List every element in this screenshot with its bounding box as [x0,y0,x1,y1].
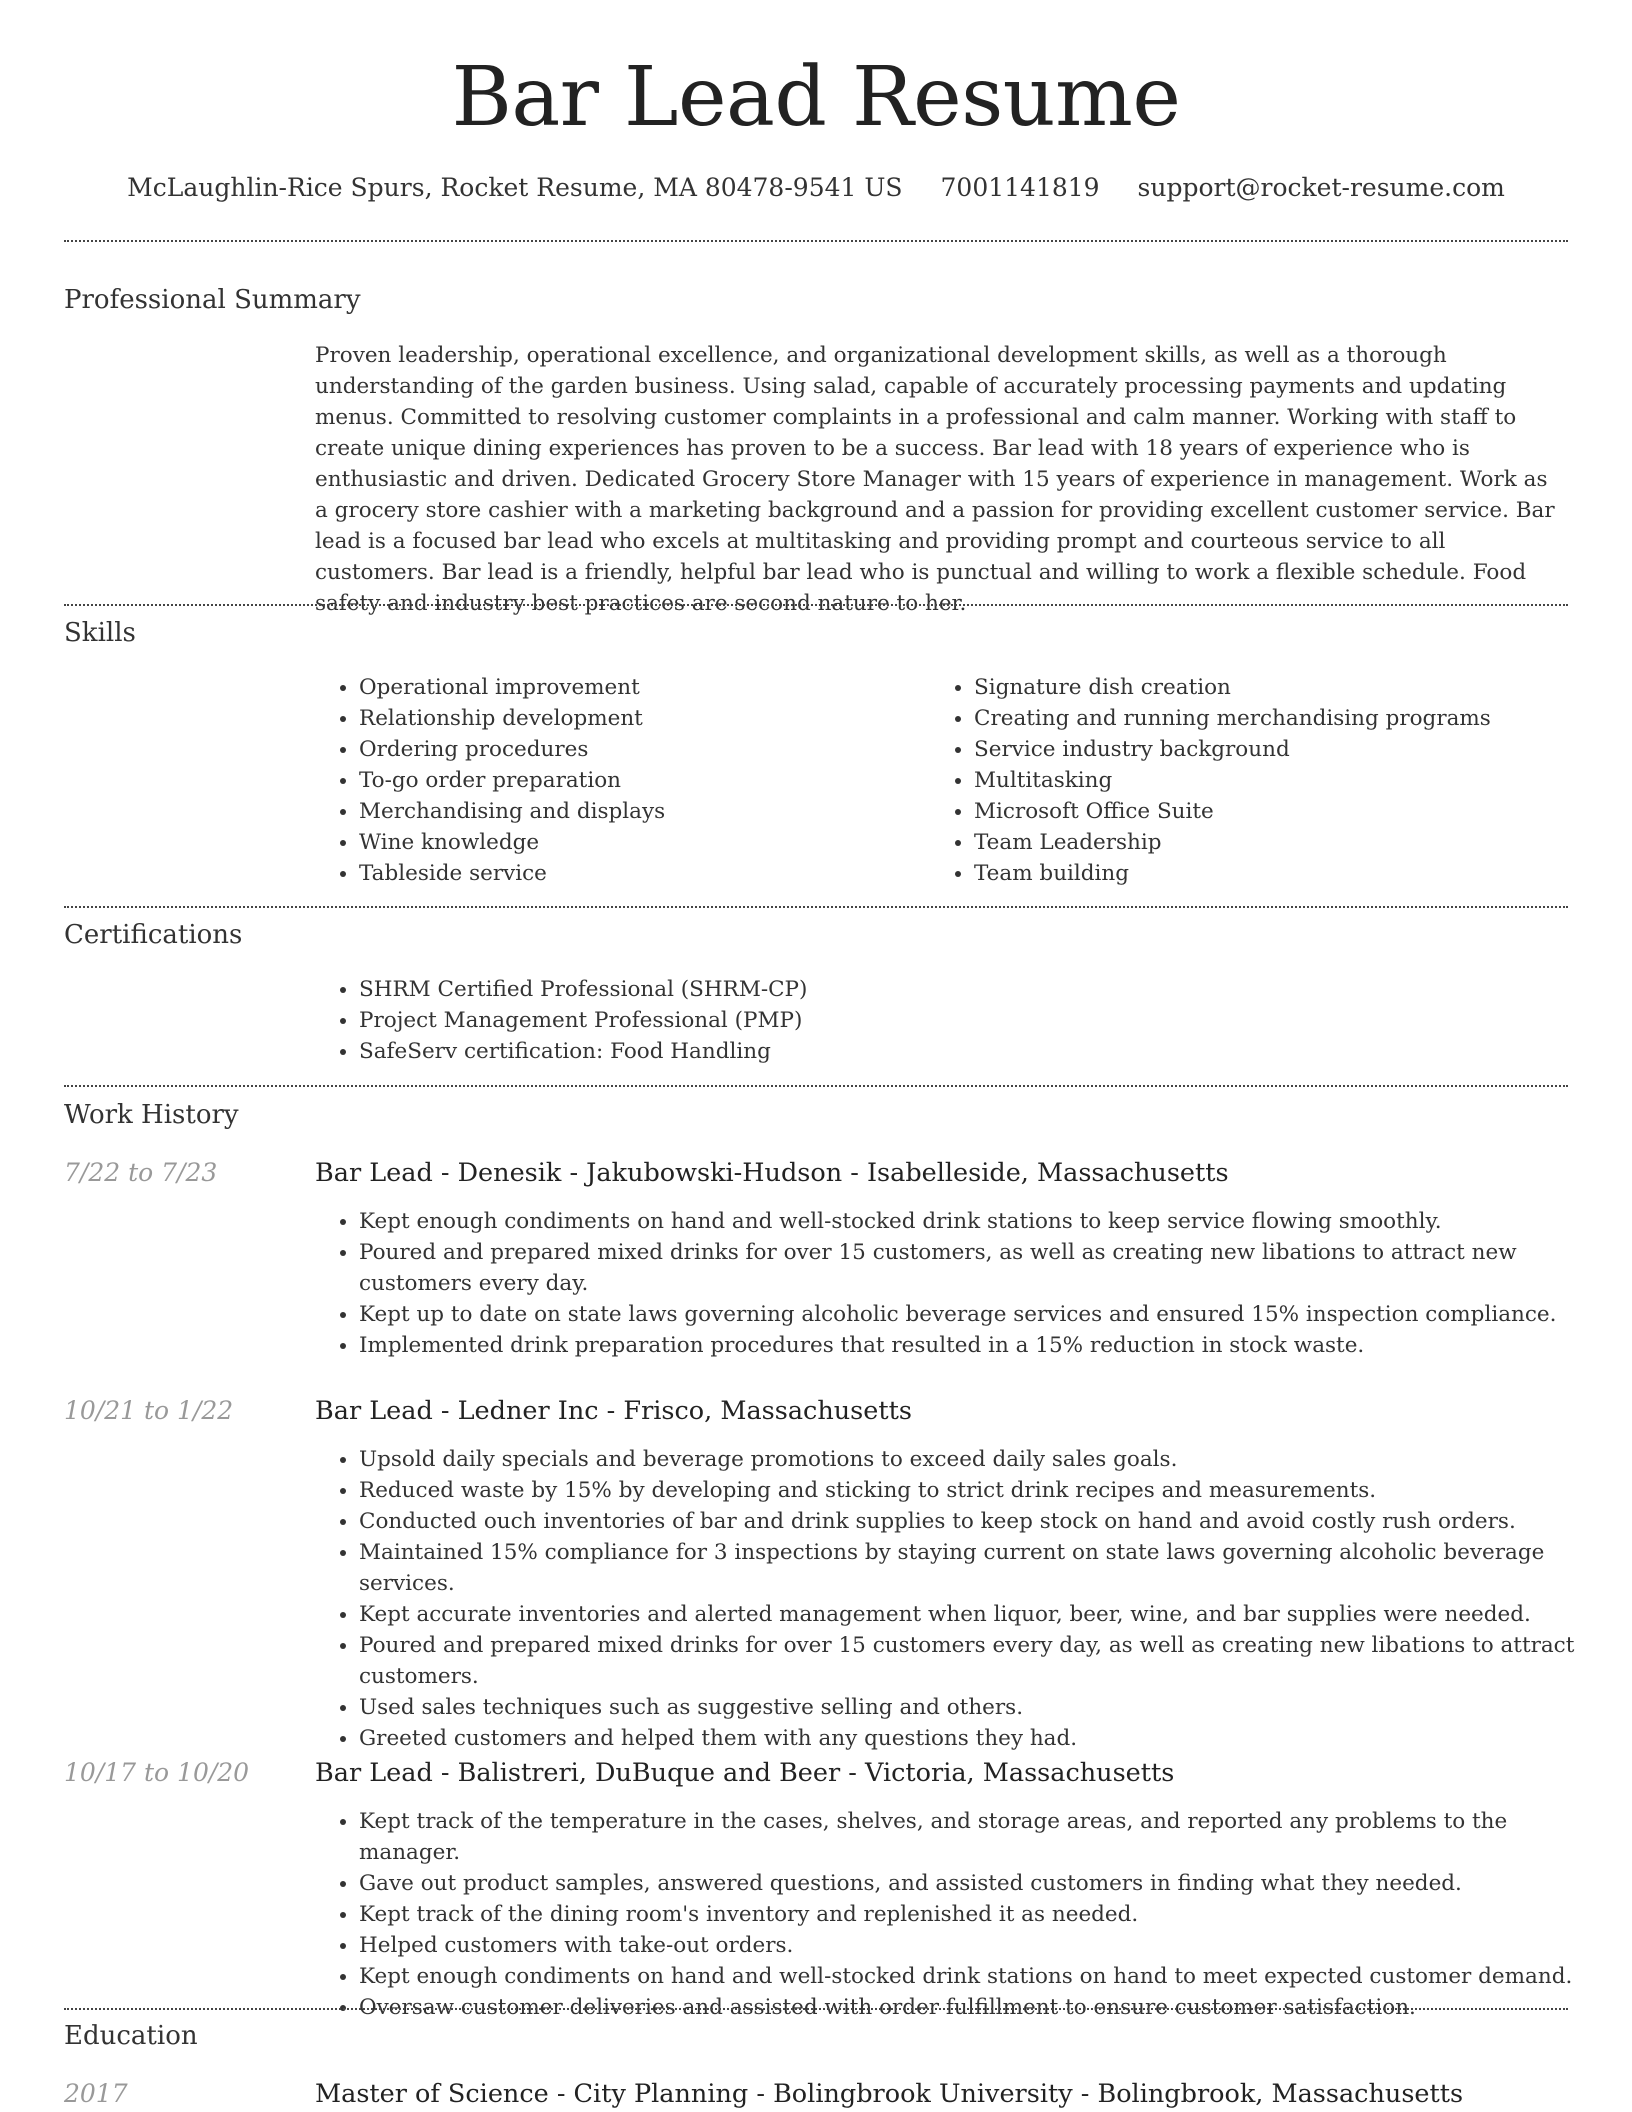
skill-item: • Relationship development [359,703,929,734]
job-bullet: • Used sales techniques such as suggestive selling and others. [359,1692,1609,1723]
skills-list-right [930,672,1604,889]
job-bullet: • Upsold daily specials and beverage promotions to exceed daily sales goals. [359,1444,1609,1475]
job-date: 10/17 to 10/20 [64,1758,250,1787]
job-bullet: • Poured and prepared mixed drinks for over 15 customers every day, as well as creating new libations to attract customers. [359,1630,1609,1692]
job-bullet: • Conducted ouch inventories of bar and drink supplies to keep stock on hand and avoid costly rush orders. [359,1506,1609,1537]
skill-item: • Team building [974,858,1604,889]
resume-name: Bar Lead Resume [451,50,1181,145]
section-divider [64,604,1568,606]
work-history-heading: Work History [64,1100,239,1130]
education-heading: Education [64,2021,198,2051]
job-date: 7/22 to 7/23 [64,1158,218,1187]
summary-heading: Professional Summary [64,285,361,315]
job-bullet: • Kept enough condiments on hand and well-stocked drink stations to keep service flowing smoothly. [359,1206,1609,1237]
skill-item: • Ordering procedures [359,734,929,765]
section-divider [64,2008,1568,2010]
skill-item: • Signature dish creation [974,672,1604,703]
skill-item: • Merchandising and displays [359,796,929,827]
skills-list-left [315,672,929,889]
certification-item: • SHRM Certified Professional (SHRM-CP) [359,974,1609,1005]
job-bullet: • Reduced waste by 15% by developing and sticking to strict drink recipes and measurements. [359,1475,1609,1506]
summary-text: Proven leadership, operational excellence, and organizational development skills, as well as a thorough understanding of the garden business. Using salad, capable of accurately processing payments and updating menus. Committed to resolving customer complaints in a professional and calm manner. Working with staff to create unique dining experiences has proven to be a success. Bar lead with 18 years of experience who is enthusiastic and driven. Dedicated Grocery Store Manager with 15 years of experience in management. Work as a grocery store cashier with a marketing background and a passion for providing excellent customer service. Bar lead is a focused bar lead who excels at multitasking and providing prompt and courteous service to all customers. Bar lead is a friendly, helpful bar lead who is punctual and willing to work a flexible schedule. Food safety and industry best practices are second nature to her. [315,343,1555,616]
skill-item: • Operational improvement [359,672,929,703]
job-title: Bar Lead - Denesik - Jakubowski-Hudson - Isabelleside, Massachusetts [315,1158,1229,1188]
job-bullet: • Greeted customers and helped them with any questions they had. [359,1723,1609,1754]
section-divider [64,906,1568,908]
contact-phone: 7001141819 [940,173,1100,202]
job-date: 10/21 to 1/22 [64,1396,234,1425]
job-bullets [315,1444,1609,1754]
skill-item: • Creating and running merchandising programs [974,703,1604,734]
skill-item: • Microsoft Office Suite [974,796,1604,827]
skill-item: • Team Leadership [974,827,1604,858]
job-bullets [315,1206,1609,1361]
skill-item: • To-go order preparation [359,765,929,796]
skill-item: • Multitasking [974,765,1604,796]
skill-item: • Wine knowledge [359,827,929,858]
skill-item: • Service industry background [974,734,1604,765]
job-bullet: • Implemented drink preparation procedures that resulted in a 15% reduction in stock waste. [359,1330,1609,1361]
section-divider [64,240,1568,242]
job-bullet: • Gave out product samples, answered questions, and assisted customers in finding what they needed. [359,1868,1609,1899]
job-title: Bar Lead - Ledner Inc - Frisco, Massachusetts [315,1396,912,1426]
certifications-list [315,974,1609,1067]
job-bullets [315,1806,1609,2023]
skills-heading: Skills [64,618,136,648]
job-bullet: • Kept up to date on state laws governing alcoholic beverage services and ensured 15% inspection compliance. [359,1299,1609,1330]
education-date: 2017 [64,2079,128,2108]
certification-item: • SafeServ certification: Food Handling [359,1036,1609,1067]
certification-item: • Project Management Professional (PMP) [359,1005,1609,1036]
skill-item: • Tableside service [359,858,929,889]
job-bullet: • Kept enough condiments on hand and well-stocked drink stations on hand to meet expected customer demand. [359,1961,1609,1992]
job-bullet: • Poured and prepared mixed drinks for over 15 customers, as well as creating new libations to attract new customers every day. [359,1237,1609,1299]
job-bullet: • Kept track of the dining room's inventory and replenished it as needed. [359,1899,1609,1930]
job-bullet: • Helped customers with take-out orders. [359,1930,1609,1961]
job-bullet: • Kept track of the temperature in the cases, shelves, and storage areas, and reported any problems to the manager. [359,1806,1609,1868]
certifications-heading: Certifications [64,920,243,950]
contact-address: McLaughlin-Rice Spurs, Rocket Resume, MA 80478-9541 US [127,173,903,202]
job-title: Bar Lead - Balistreri, DuBuque and Beer - Victoria, Massachusetts [315,1758,1175,1788]
contact-email: support@rocket-resume.com [1137,173,1505,202]
contact-line [0,170,1632,206]
education-title: Master of Science - City Planning - Bolingbrook University - Bolingbrook, Massachusetts [315,2079,1464,2109]
section-divider [64,1085,1568,1087]
job-bullet: • Kept accurate inventories and alerted management when liquor, beer, wine, and bar supplies were needed. [359,1599,1609,1630]
job-bullet: • Maintained 15% compliance for 3 inspections by staying current on state laws governing alcoholic beverage services. [359,1537,1609,1599]
job-bullet: • Oversaw customer deliveries and assisted with order fulfillment to ensure customer satisfaction. [359,1992,1609,2023]
